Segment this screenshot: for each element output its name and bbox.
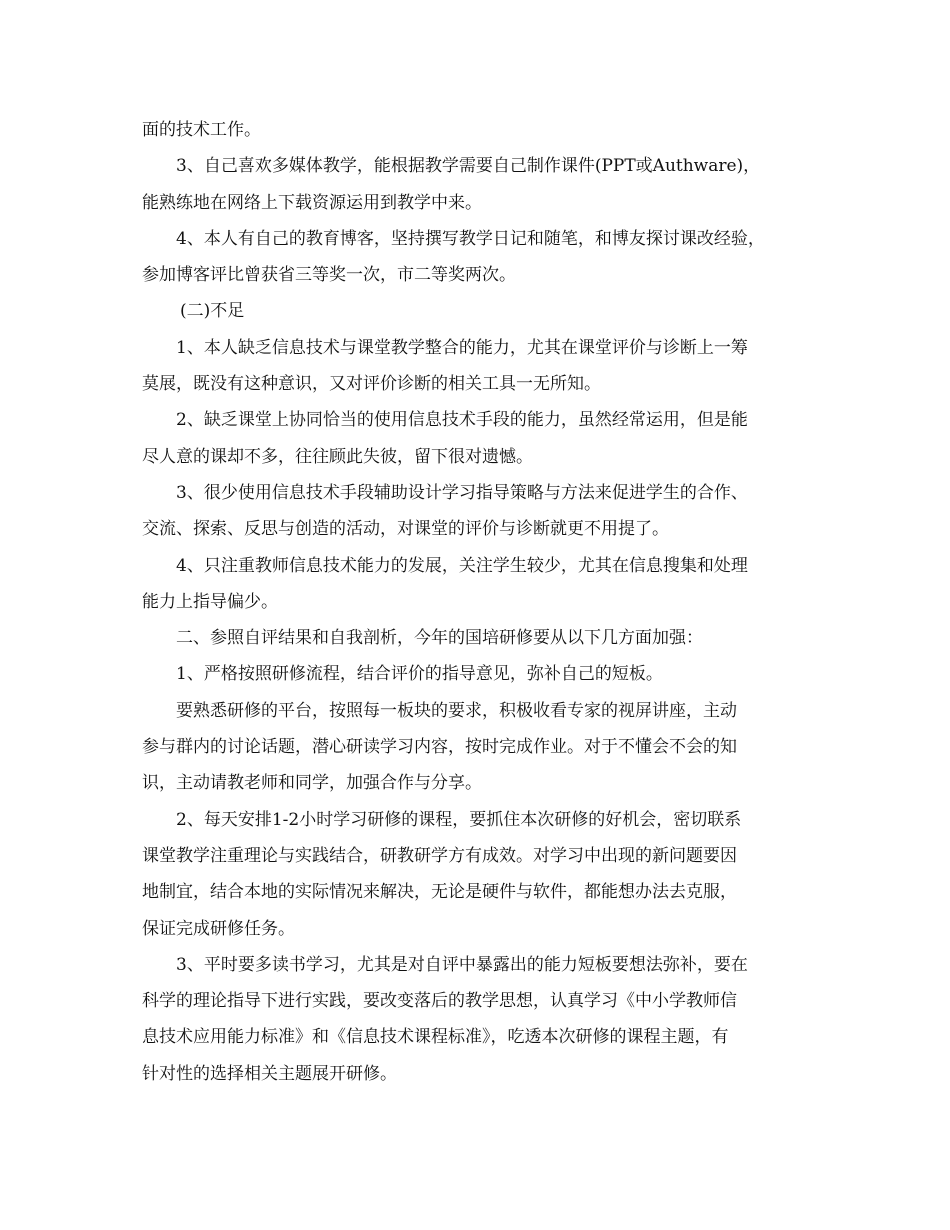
paragraph-line: 3、很少使用信息技术手段辅助设计学习指导策略与方法来促进学生的合作、 — [176, 482, 748, 503]
text-line: 莫展，既没有这种意识，又对评价诊断的相关工具一无所知。 — [142, 374, 601, 395]
paragraph-line: 1、严格按照研修流程，结合评价的指导意见，弥补自己的短板。 — [176, 664, 663, 685]
text-line: 识，主动请教老师和同学，加强合作与分享。 — [142, 773, 482, 794]
text-line: 息技术应用能力标准》和《信息技术课程标准》，吃透本次研修的课程主题，有 — [142, 1027, 729, 1048]
section-heading: 二、参照自评结果和自我剖析，今年的国培研修要从以下几方面加强： — [176, 628, 703, 649]
paragraph-line: 3、自己喜欢多媒体教学，能根据教学需要自己制作课件(PPT或Authware)， — [176, 156, 761, 177]
paragraph-line: 3、平时要多读书学习，尤其是对自评中暴露出的能力短板要想法弥补，要在 — [176, 954, 748, 975]
paragraph-line: 2、缺乏课堂上协同恰当的使用信息技术手段的能力，虽然经常运用，但是能 — [176, 410, 748, 431]
text-line: 地制宜，结合本地的实际情况来解决，无论是硬件与软件，都能想办法去克服， — [142, 882, 737, 903]
paragraph-line: 4、本人有自己的教育博客，坚持撰写教学日记和随笔，和博友探讨课改经验， — [176, 228, 765, 249]
text-line: 尽人意的课却不多，往往顾此失彼，留下很对遗憾。 — [142, 446, 533, 467]
text-line: 针对性的选择相关主题展开研修。 — [142, 1063, 397, 1084]
text-line: 科学的理论指导下进行实践，要改变落后的教学思想，认真学习《中小学教师信 — [142, 991, 737, 1012]
text-line: 交流、探索、反思与创造的活动，对课堂的评价与诊断就更不用提了。 — [142, 519, 669, 540]
document-body — [142, 112, 814, 1092]
text-line: 课堂教学注重理论与实践结合，研教研学方有成效。对学习中出现的新问题要因 — [142, 845, 737, 866]
text-line: 参与群内的讨论话题，潜心研读学习内容，按时完成作业。对于不懂会不会的知 — [142, 737, 737, 758]
text-line: 参加博客评比曾获省三等奖一次，市二等奖两次。 — [142, 265, 516, 286]
paragraph-line: 4、只注重教师信息技术能力的发展，关注学生较少，尤其在信息搜集和处理 — [176, 555, 748, 576]
text-line: 能熟练地在网络上下载资源运用到教学中来。 — [142, 192, 482, 213]
text-line: 能力上指导偏少。 — [142, 591, 278, 612]
section-heading: (二)不足 — [180, 301, 245, 322]
text-line: 保证完成研修任务。 — [142, 918, 295, 939]
paragraph-line: 要熟悉研修的平台，按照每一板块的要求，积极收看专家的视屏讲座，主动 — [176, 700, 737, 721]
paragraph-line: 2、每天安排1-2小时学习研修的课程，要抓住本次研修的好机会，密切联系 — [176, 809, 742, 830]
text-line: 面的技术工作。 — [142, 120, 261, 140]
paragraph-line: 1、本人缺乏信息技术与课堂教学整合的能力，尤其在课堂评价与诊断上一筹 — [176, 337, 748, 358]
